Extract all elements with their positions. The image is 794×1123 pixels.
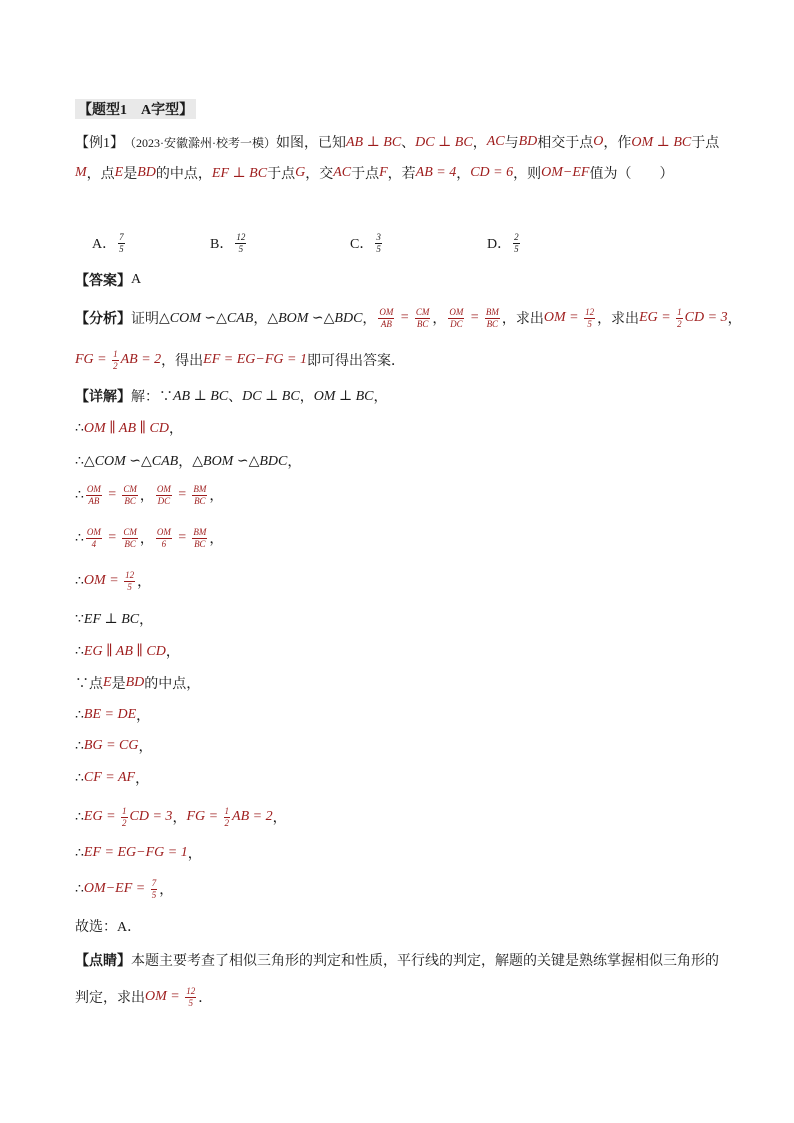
fraction (156, 528, 172, 549)
fraction-numerator: BM (193, 483, 207, 494)
text-run: ， (137, 575, 152, 590)
fraction-numerator: OM (449, 306, 464, 317)
text-run: ， (136, 709, 151, 724)
fraction-numerator: CM (123, 483, 137, 494)
text-run: ，则 (513, 167, 542, 182)
math-expression: OM−EF (541, 165, 590, 180)
math-expression: BD (518, 134, 538, 149)
detail-line-8 (75, 638, 180, 664)
text-run: ， (178, 455, 193, 470)
answer-tag: 【答案】 (75, 274, 131, 289)
text-run: ， (138, 740, 153, 755)
text-run: ． (198, 991, 213, 1006)
fraction (121, 807, 128, 828)
math-expression: EG ∥ AB ∥ CD (83, 643, 166, 659)
detail-line-2 (75, 415, 183, 441)
fraction-numerator: BM (485, 306, 499, 317)
math-expression: AB = 2 (120, 352, 162, 367)
detail-line-13 (75, 804, 287, 830)
text-run: ， (272, 811, 287, 826)
analysis-line-2 (75, 347, 405, 373)
text-run: ， (287, 455, 302, 470)
text-run: ∴ (75, 845, 84, 861)
fraction (378, 308, 394, 329)
text-run: ， (727, 312, 742, 327)
text-run: ∴ (75, 643, 84, 659)
detail-line-14 (75, 840, 202, 866)
detail-line-16 (75, 913, 141, 939)
detail-line-15 (75, 876, 173, 902)
math-expression: BE = DE (83, 707, 137, 722)
text-run: ∴ (75, 453, 84, 469)
math-expression: CF = AF (83, 770, 136, 785)
text-run: ∴ (75, 707, 84, 723)
math-expression: CD = 3 (129, 809, 173, 824)
section-label: 【点睛】 (75, 954, 131, 969)
text-run: 故选：A． (75, 920, 142, 935)
fraction-numerator: OM (86, 483, 101, 494)
fraction-denominator: AB (380, 318, 392, 329)
fraction (676, 308, 683, 329)
fraction-numerator: 3 (376, 231, 381, 242)
text-run: ，得出 (161, 354, 204, 369)
question-line-1 (75, 129, 719, 155)
text-run: ， (472, 136, 487, 151)
fraction (192, 528, 207, 549)
text-run: ， (373, 390, 388, 405)
fraction (375, 233, 382, 254)
option-label: C． (350, 237, 374, 252)
fraction-denominator: 2 (122, 817, 127, 828)
math-expression: FG = (75, 352, 111, 367)
text-run: ， (187, 847, 202, 862)
math-expression: OM = (145, 989, 184, 1004)
math-expression: AB = 2 (232, 809, 273, 824)
fraction-denominator: 5 (119, 243, 124, 254)
text-run: 于点 (691, 136, 720, 151)
text-run: ∴ (75, 530, 84, 546)
answer-options (0, 230, 794, 256)
math-expression: AB ⊥ BC (173, 388, 229, 404)
text-run: ， (159, 883, 174, 898)
fraction (122, 485, 138, 506)
text-run: 、 (401, 136, 416, 151)
text-run: ， (362, 312, 377, 327)
math-expression: E (103, 675, 112, 690)
math-expression: EG = (83, 809, 120, 824)
fraction-numerator: 1 (122, 805, 127, 816)
fraction-numerator: 2 (514, 231, 519, 242)
fraction-denominator: BC (486, 318, 499, 329)
math-expression: △COM ∽△CAB (159, 310, 254, 326)
fraction-numerator: OM (379, 306, 394, 317)
math-expression: AC (486, 134, 505, 149)
math-expression: = (396, 310, 413, 325)
fraction (513, 233, 520, 254)
math-expression: △COM ∽△CAB (83, 453, 179, 469)
math-expression: CD = 3 (684, 310, 728, 325)
math-expression: E (114, 165, 124, 180)
detail-line-6 (75, 568, 151, 594)
text-run: ，作 (603, 136, 632, 151)
source-note: （2023·安徽滁州·校考一模） (124, 135, 276, 150)
math-expression: M (75, 165, 87, 180)
math-expression: CD = 6 (470, 165, 514, 180)
fraction-numerator: 1 (224, 805, 230, 816)
math-expression: = (173, 530, 191, 545)
detail-line-3 (75, 448, 301, 474)
fraction (185, 987, 196, 1008)
text-run: 与 (504, 136, 519, 151)
fraction-denominator: 5 (127, 581, 132, 592)
fraction (151, 879, 158, 900)
fraction-denominator: 5 (238, 243, 244, 254)
math-expression: OM ⊥ BC (313, 388, 374, 404)
text-run: ， (209, 489, 224, 504)
fraction-denominator: 6 (161, 538, 167, 549)
question-line-2 (75, 160, 673, 186)
detail-line-10 (75, 702, 150, 728)
answer-value: A (131, 272, 142, 287)
fraction (118, 233, 125, 254)
fraction-numerator: 7 (119, 231, 124, 242)
math-expression: DC ⊥ BC (242, 388, 300, 404)
option-c (350, 230, 384, 256)
text-run: ， (253, 312, 268, 327)
fraction-numerator: 7 (151, 877, 157, 888)
text-run: ， (168, 422, 183, 437)
math-expression: DC ⊥ BC (415, 134, 473, 150)
text-run: ， (432, 312, 447, 327)
fraction (448, 308, 464, 329)
text-run: 即可得出答案． (306, 354, 405, 369)
math-expression: OM ∥ AB ∥ CD (83, 420, 169, 436)
math-expression: BG = CG (83, 738, 139, 753)
option-label: D． (487, 237, 512, 252)
math-expression: AB ⊥ BC (346, 134, 402, 150)
text-run: ∵点 (75, 677, 103, 692)
math-expression: AC (333, 165, 352, 180)
fraction-denominator: 5 (151, 889, 157, 900)
fraction (112, 350, 119, 371)
fraction (415, 308, 431, 329)
math-expression: OM−EF = (83, 881, 149, 896)
answer-line (75, 267, 141, 293)
fraction (584, 308, 595, 329)
text-run: 判定，求出 (75, 991, 145, 1006)
fraction-denominator: 5 (514, 243, 519, 254)
fraction-numerator: 12 (125, 569, 135, 580)
section-heading: 【题型1 A字型】 (75, 99, 196, 119)
text-run: ∴ (75, 420, 84, 436)
math-expression: AB = 4 (415, 165, 457, 180)
section-label: 【详解】 (75, 390, 131, 405)
fraction (86, 485, 102, 506)
text-run: ， (209, 532, 224, 547)
fraction-denominator: 5 (188, 997, 193, 1008)
fraction-numerator: 12 (236, 231, 246, 242)
fraction (192, 485, 207, 506)
text-run: 【例1】 (75, 136, 124, 151)
fraction-denominator: BC (124, 495, 136, 506)
text-run: ∴ (75, 881, 84, 897)
text-run: ， (139, 613, 154, 628)
text-run: ∴ (75, 487, 84, 503)
text-run: 、 (228, 390, 243, 405)
fraction-denominator: BC (124, 538, 136, 549)
math-expression: FG = (186, 809, 222, 824)
math-expression: BD (137, 165, 156, 180)
text-run: 相交于点 (537, 136, 594, 151)
detail-line-11 (75, 733, 152, 759)
math-expression: OM = (83, 573, 123, 588)
detail-line-7 (75, 606, 153, 632)
fraction-denominator: BC (194, 495, 206, 506)
fraction-numerator: OM (156, 526, 171, 537)
text-run: ，求出 (501, 312, 544, 327)
text-run: ∴ (75, 738, 84, 754)
math-expression: OM = (543, 310, 583, 325)
detail-line-1 (75, 383, 388, 409)
math-expression: = (103, 530, 121, 545)
math-expression: = (173, 487, 191, 502)
text-run: 解：∵ (131, 390, 173, 405)
fraction-denominator: BC (194, 538, 206, 549)
math-expression: EG = (639, 310, 675, 325)
text-run: 如图，已知 (276, 136, 346, 151)
fraction-numerator: 1 (677, 306, 682, 317)
option-label: A． (92, 237, 117, 252)
fraction-numerator: OM (156, 483, 171, 494)
fraction-numerator: BM (193, 526, 207, 537)
text-run: 是 (111, 677, 126, 692)
math-expression: △BOM ∽△BDC (267, 310, 363, 326)
fraction (122, 528, 138, 549)
fraction (235, 233, 246, 254)
text-run: ∵ (75, 611, 84, 627)
math-expression: EF = EG−FG = 1 (203, 352, 307, 367)
math-expression: △BOM ∽△BDC (192, 453, 288, 469)
comment-line-2 (75, 984, 212, 1010)
analysis-line-1 (75, 305, 742, 331)
fraction-denominator: 2 (224, 817, 230, 828)
text-run: ，求出 (597, 312, 640, 327)
text-run: 于点 (267, 167, 296, 182)
text-run: ，若 (387, 167, 416, 182)
text-run: ∴ (75, 809, 84, 825)
text-run: 是 (123, 167, 138, 182)
math-expression: = (466, 310, 483, 325)
text-run: 本题主要考查了相似三角形的判定和性质，平行线的判定，解题的关键是熟练掌握相似三角形的 (131, 954, 719, 969)
math-expression: EF = EG−FG = 1 (83, 845, 188, 860)
option-label: B． (210, 237, 234, 252)
fraction-numerator: CM (415, 306, 430, 317)
fraction-denominator: 4 (91, 538, 97, 549)
fraction-denominator: 2 (113, 360, 118, 371)
option-d (487, 230, 522, 256)
fraction-denominator: 2 (677, 318, 682, 329)
detail-line-9 (75, 670, 200, 696)
fraction-denominator: DC (450, 318, 463, 329)
detail-line-4 (75, 482, 223, 508)
fraction-numerator: 1 (113, 348, 118, 359)
section-heading-row (75, 96, 196, 122)
fraction-numerator: 12 (585, 306, 595, 317)
fraction-denominator: BC (416, 318, 429, 329)
fraction-numerator: OM (86, 526, 101, 537)
math-expression: EF ⊥ BC (211, 165, 268, 181)
text-run: 的中点， (155, 167, 212, 182)
section-label: 【分析】 (75, 312, 131, 327)
detail-line-5 (75, 525, 223, 551)
option-a (92, 230, 127, 256)
text-run: ∴ (75, 770, 84, 786)
text-run: ∴ (75, 573, 84, 589)
fraction (156, 485, 172, 506)
detail-line-12 (75, 765, 149, 791)
fraction-numerator: CM (123, 526, 137, 537)
text-run: 的中点， (144, 677, 201, 692)
math-expression: F (379, 165, 388, 180)
math-expression: O (593, 134, 604, 149)
text-run: ，点 (86, 167, 115, 182)
fraction (124, 571, 135, 592)
fraction-denominator: 5 (376, 243, 381, 254)
fraction-numerator: 12 (186, 985, 196, 996)
text-run: ， (299, 390, 314, 405)
text-run: 于点 (351, 167, 380, 182)
math-expression: EF ⊥ BC (83, 611, 140, 627)
text-run: ， (135, 772, 150, 787)
text-run: ， (172, 811, 187, 826)
text-run: 证明 (131, 312, 159, 327)
math-expression: BD (125, 675, 145, 690)
text-run: ，交 (305, 167, 334, 182)
text-run: ， (139, 489, 154, 504)
fraction (485, 308, 500, 329)
text-run: ， (456, 167, 471, 182)
math-expression: G (295, 165, 306, 180)
fraction-denominator: DC (157, 495, 171, 506)
fraction (86, 528, 102, 549)
fraction-denominator: AB (88, 495, 100, 506)
text-run: 值为（ ） (589, 167, 674, 182)
option-b (210, 230, 248, 256)
math-expression: = (103, 487, 121, 502)
fraction-denominator: 5 (587, 318, 592, 329)
text-run: ， (139, 532, 154, 547)
comment-line-1 (75, 947, 719, 973)
text-run: ， (165, 645, 180, 660)
fraction (224, 807, 231, 828)
math-expression: OM ⊥ BC (631, 134, 692, 150)
